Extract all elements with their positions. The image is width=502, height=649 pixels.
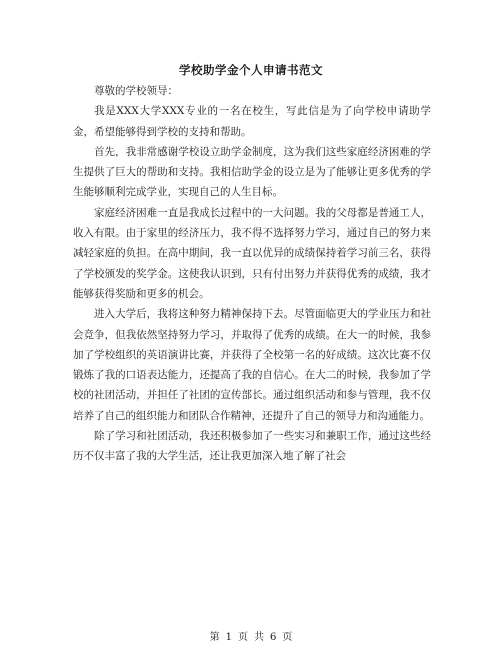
paragraph-family: 家庭经济困难一直是我成长过程中的一大问题。我的父母都是普通工人，收入有限。由于家里的经济压力，我不得不选择努力学习，通过自己的努力来减轻家庭的负担。在高中期间，我一直以优异的成绩保持着学习前三名，获得了学校颁发的奖学金。这使我认识到，只有付出努力并获得优秀的成绩，我才能够获得奖励和更多的机会。 [73,206,431,300]
footer-page-word: 页 [238,632,248,643]
document-body [73,81,431,467]
paragraph-university: 进入大学后，我将这种努力精神保持下去。尽管面临更大的学业压力和社会竞争，但我依然坚持努力学习，并取得了优秀的成绩。在大一的时候，我参加了学校组织的英语演讲比赛，并获得了全校第一名的好成绩。这次比赛不仅锻炼了我的口语表达能力，还提高了我的自信心。在大二的时候，我参加了学校的社团活动，并担任了社团的宣传部长。通过组织活动和参与管理，我不仅培养了自己的组织能力和团队合作精神，还提升了自己的领导力和沟通能力。 [73,308,431,422]
footer-of-word: 共 [254,632,264,643]
current-page-number: 1 [225,632,232,643]
paragraph-thanks: 首先，我非常感谢学校设立助学金制度，这为我们这些家庭经济困难的学生提供了巨大的帮助和支持。我相信助学金的设立是为了能够让更多优秀的学生能够顺利完成学业，实现自己的人生目标。 [73,145,431,199]
total-pages-number: 6 [270,632,277,643]
salutation: 尊敬的学校领导： [94,85,178,97]
paragraph-intro: 我是XXX大学XXX专业的一名在校生，写此信是为了向学校申请助学金，希望能够得到学校的支持和帮助。 [73,105,431,138]
paragraph-activities: 除了学习和社团活动，我还积极参加了一些实习和兼职工作，通过这些经历不仅丰富了我的大学生活，还让我更加深入地了解了社会 [73,430,431,463]
page-footer [0,628,502,643]
document-title: 学校助学金个人申请书范文 [179,63,323,77]
footer-prefix: 第 [209,632,220,643]
footer-suffix: 页 [282,632,293,643]
